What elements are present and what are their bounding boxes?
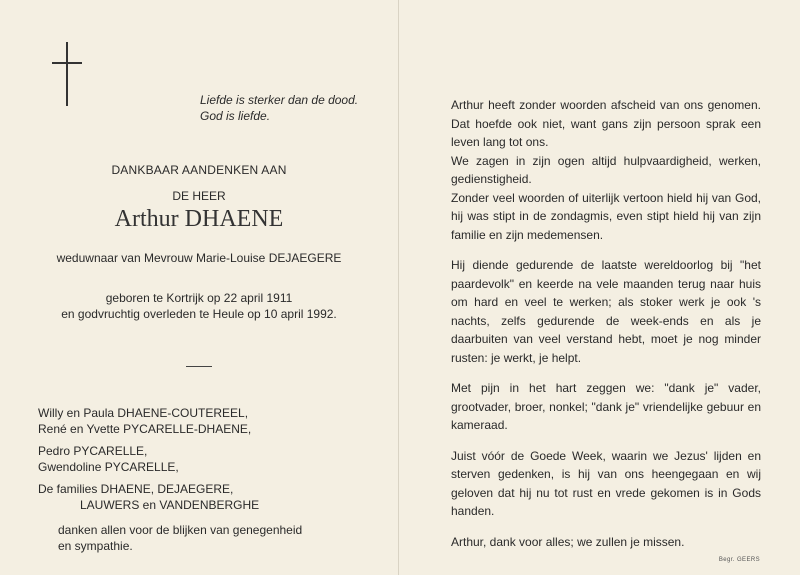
heading-title: DE HEER — [172, 189, 226, 203]
first-name: Arthur — [114, 206, 179, 232]
paragraph: Met pijn in het hart zeggen we: "dank je" vader, grootvader, broer, nonkel; "dank je" vriendelijke gebuur en kameraad. — [451, 381, 761, 432]
deceased-name — [0, 206, 398, 233]
family-line: René en Yvette PYCARELLE-DHAENE, — [38, 422, 252, 436]
last-name: DHAENE — [184, 206, 284, 232]
quote-line: Liefde is sterker dan de dood. — [200, 93, 359, 107]
family-list — [38, 405, 302, 554]
thanks-line: en sympathie. — [58, 539, 133, 553]
paragraph: Zonder veel woorden of uiterlijk vertoon hield hij van God, hij was stipt in de zondagmis, even stipt hield hij van zijn familie en zijn medemensen. — [451, 190, 761, 242]
paragraph: Hij diende gedurende de laatste wereldoorlog bij "het paardevolk" en keerde na vele maanden terug naar huis om hard en veel te werken; als stoker werk je ook 's nachts, zelfs gedurende de week-ends en als je daarbuiten van veel verstand hebt, moet je nog minder rusten: je werkt, je helpt. — [451, 258, 761, 365]
quote-line: God is liefde. — [200, 109, 271, 123]
family-line: Pedro PYCARELLE, — [38, 444, 148, 458]
family-line: De families DHAENE, DEJAEGERE, — [38, 482, 234, 496]
paragraph: Juist vóór de Goede Week, waarin we Jezus' lijden en sterven gedenken, is hij van ons heengegaan en wij geloven dat hij nu tot rust en vrede gekomen is in Gods handen. — [451, 448, 761, 518]
paragraph: We zagen in zijn ogen altijd hulpvaardigheid, werken, gedienstigheid. — [451, 153, 761, 186]
right-page — [399, 0, 800, 575]
memorial-text — [451, 96, 761, 551]
died-line: en godvruchtig overleden te Heule op 10 april 1992. — [61, 307, 337, 321]
family-line: Gwendoline PYCARELLE, — [38, 460, 179, 474]
family-line: LAUWERS en VANDENBERGHE — [80, 498, 260, 512]
family-line: Willy en Paula DHAENE-COUTEREEL, — [38, 406, 249, 420]
thanks-line: danken allen voor de blijken van genegenheid — [58, 523, 303, 537]
divider — [186, 366, 212, 367]
born-line: geboren te Kortrijk op 22 april 1911 — [105, 291, 293, 305]
heading-remembrance: DANKBAAR AANDENKEN AAN — [111, 163, 287, 177]
quote — [200, 92, 358, 124]
left-page — [0, 0, 399, 575]
paragraph: Arthur heeft zonder woorden afscheid van ons genomen. Dat hoefde ook niet, want gans zijn persoon sprak een leven lang tot ons. — [451, 98, 761, 149]
birth-death-info — [0, 290, 398, 322]
paragraph: Arthur, dank voor alles; we zullen je missen. — [451, 534, 685, 549]
printer-credit: Begr. GEERS — [718, 557, 760, 563]
cross-icon — [52, 42, 82, 106]
widower-line: weduwnaar van Mevrouw Marie-Louise DEJAEGERE — [56, 251, 342, 265]
